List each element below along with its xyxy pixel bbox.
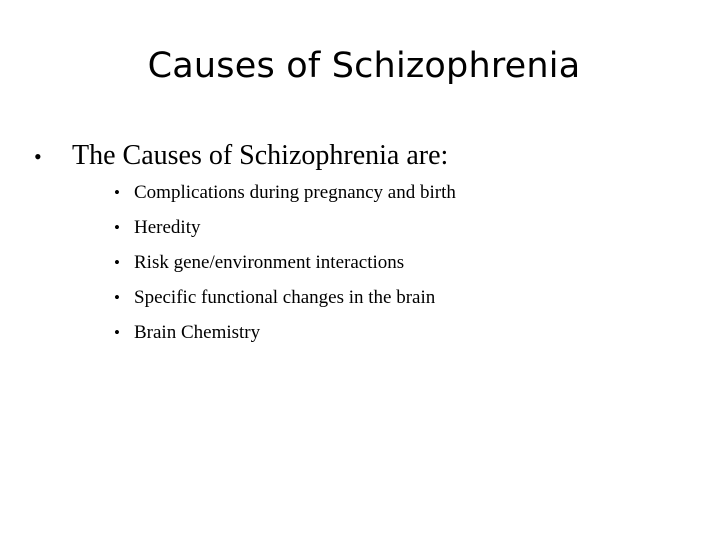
bullet-icon: • [114,288,120,307]
bullet-icon: • [34,144,42,169]
list-item-text: Specific functional changes in the brain [134,287,436,308]
main-bullet-point [34,140,448,172]
slide-title: Causes of Schizophrenia [147,46,581,86]
bullet-icon: • [114,323,120,342]
main-point-text: The Causes of Schizophrenia are: [72,140,449,171]
list-item [114,213,456,248]
list-item [114,318,456,353]
list-item-text: Risk gene/environment interactions [134,252,405,273]
list-item-text: Brain Chemistry [134,322,261,343]
list-item-text: Complications during pregnancy and birth [134,182,456,203]
bullet-icon: • [114,183,120,202]
bullet-icon: • [114,253,120,272]
list-item [114,178,456,213]
list-item-text: Heredity [134,217,201,238]
list-item [114,248,456,283]
bullet-icon: • [114,218,120,237]
sub-bullet-list [114,178,456,353]
list-item [114,283,456,318]
